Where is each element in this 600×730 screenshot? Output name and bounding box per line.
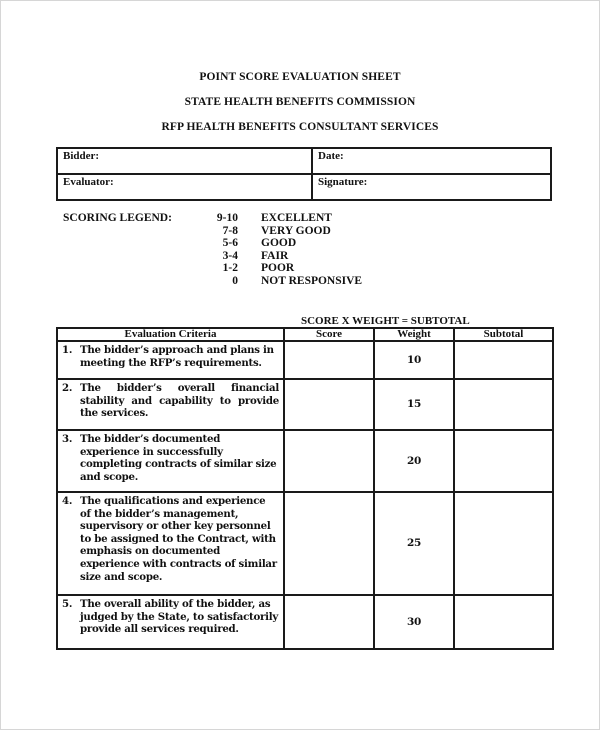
- criteria-number: 4.: [62, 495, 73, 507]
- criteria-number: 3.: [62, 433, 73, 445]
- criteria-text: The bidder’s approach and plans in meeting the RFP’s requirements.: [80, 344, 274, 369]
- score-cell[interactable]: [284, 341, 374, 379]
- evaluator-field[interactable]: [57, 174, 312, 200]
- legend-description: POOR: [261, 262, 295, 275]
- legend-description: NOT RESPONSIVE: [261, 274, 363, 287]
- criteria-text: The bidder’s overall financial stability and capability to provide the services.: [80, 382, 279, 420]
- criteria-number: 2.: [62, 382, 73, 394]
- legend-range: 7-8: [222, 224, 238, 237]
- table-row: [57, 430, 553, 492]
- weight-cell: 10: [374, 341, 454, 379]
- criteria-text: The overall ability of the bidder, as judged by the State, to satisfactorily provide all services required.: [80, 598, 279, 636]
- legend-range: 9-10: [216, 212, 238, 224]
- legend-range: 1-2: [222, 262, 238, 275]
- legend-description: VERY GOOD: [261, 224, 331, 237]
- legend-description: GOOD: [261, 237, 297, 250]
- legend-range: 5-6: [222, 237, 238, 250]
- table-row: [57, 492, 553, 595]
- score-cell[interactable]: [284, 430, 374, 492]
- bidder-field[interactable]: [57, 148, 312, 174]
- signature-field[interactable]: [312, 174, 551, 200]
- subtotal-cell[interactable]: [454, 430, 553, 492]
- bidder-label: Bidder:: [63, 150, 100, 162]
- legend-range: 0: [232, 274, 238, 287]
- subtotal-cell[interactable]: [454, 492, 553, 595]
- table-header-row: [57, 328, 553, 341]
- score-cell[interactable]: [284, 595, 374, 649]
- criteria-cell: [57, 595, 284, 649]
- criteria-number: 1.: [62, 344, 73, 356]
- subtotal-cell[interactable]: [454, 595, 553, 649]
- score-formula: SCORE X WEIGHT = SUBTOTAL: [301, 315, 470, 327]
- info-fields-table: [56, 147, 552, 201]
- document-subtitle-commission: STATE HEALTH BENEFITS COMMISSION: [184, 96, 416, 108]
- criteria-text: The bidder’s documented experience in successfully completing contracts of similar size and scope.: [80, 433, 277, 483]
- document-subtitle-services: RFP HEALTH BENEFITS CONSULTANT SERVICES: [161, 121, 439, 133]
- legend-description: EXCELLENT: [261, 212, 332, 224]
- criteria-cell: [57, 379, 284, 430]
- score-cell[interactable]: [284, 379, 374, 430]
- subtotal-cell[interactable]: [454, 341, 553, 379]
- criteria-cell: [57, 341, 284, 379]
- document-title: POINT SCORE EVALUATION SHEET: [199, 71, 401, 83]
- criteria-number: 5.: [62, 598, 73, 610]
- criteria-text: The qualifications and experience of the bidder’s management, supervisory or other key personnel to be assigned to the Contract, with emphasis on documented experience with contracts of similar size and scope.: [80, 495, 277, 583]
- criteria-cell: [57, 430, 284, 492]
- date-field[interactable]: [312, 148, 551, 174]
- date-label: Date:: [318, 150, 344, 162]
- evaluation-table: [56, 327, 554, 650]
- column-header-criteria: Evaluation Criteria: [57, 328, 284, 341]
- scoring-legend-label: SCORING LEGEND:: [63, 212, 172, 224]
- table-row: [57, 595, 553, 649]
- legend-description: FAIR: [261, 249, 289, 262]
- table-row: [57, 379, 553, 430]
- weight-cell: 25: [374, 492, 454, 595]
- column-header-subtotal: Subtotal: [454, 328, 553, 341]
- table-row: [57, 341, 553, 379]
- weight-cell: 30: [374, 595, 454, 649]
- subtotal-cell[interactable]: [454, 379, 553, 430]
- signature-label: Signature:: [318, 176, 368, 188]
- score-cell[interactable]: [284, 492, 374, 595]
- weight-cell: 15: [374, 379, 454, 430]
- column-header-weight: Weight: [374, 328, 454, 341]
- legend-range: 3-4: [222, 249, 238, 262]
- criteria-cell: [57, 492, 284, 595]
- column-header-score: Score: [284, 328, 374, 341]
- weight-cell: 20: [374, 430, 454, 492]
- evaluator-label: Evaluator:: [63, 176, 114, 188]
